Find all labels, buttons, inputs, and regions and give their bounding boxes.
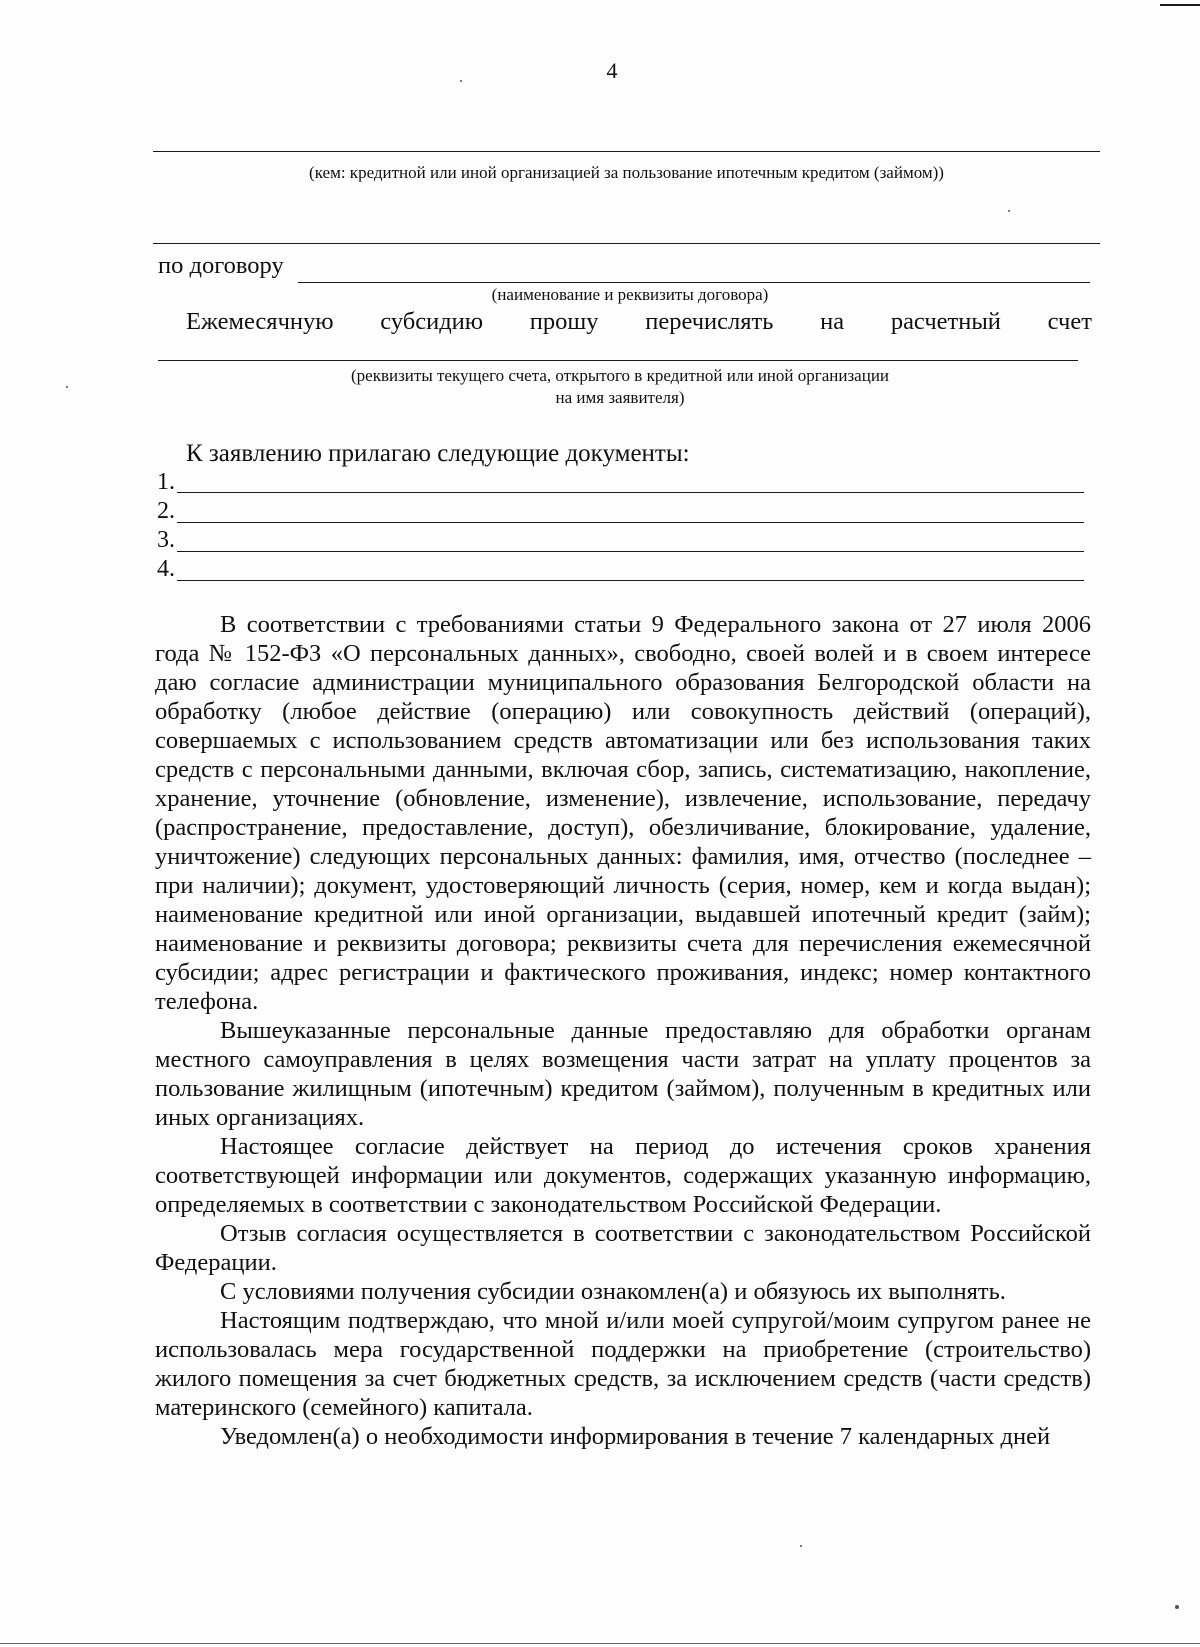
contract-line bbox=[298, 282, 1090, 283]
payment-word: расчетный bbox=[890, 308, 1001, 335]
account-caption-line1: (реквизиты текущего счета, открытого в кредитной или иной организации bbox=[350, 366, 890, 385]
payment-word: прошу bbox=[529, 308, 599, 335]
account-line bbox=[158, 360, 1078, 361]
consent-paragraph: Отзыв согласия осуществляется в соответствии с законодательством Российской Федерации. bbox=[155, 1220, 1091, 1276]
scan-edge-line bbox=[0, 1643, 1200, 1644]
payment-request-line bbox=[186, 308, 1092, 336]
scan-speck bbox=[66, 386, 68, 388]
scan-edge-line bbox=[1160, 4, 1200, 6]
payment-word: перечислять bbox=[645, 308, 774, 335]
consent-paragraph: Вышеуказанные персональные данные предоставляю для обработки органам местного самоуправления в целях возмещения части затрат на уплату процентов за пользование жилищным (ипотечным) кредитом (займом), полученным в кредитных или иных организациях. bbox=[155, 1017, 1091, 1131]
consent-paragraph: С условиями получения субсидии ознакомлен(а) и обязуюсь их выполнять. bbox=[220, 1278, 1006, 1305]
attachment-number: 3. bbox=[157, 527, 175, 553]
scan-speck bbox=[800, 1545, 802, 1547]
blank-line bbox=[153, 243, 1100, 244]
attachment-line bbox=[177, 580, 1084, 581]
contract-caption: (наименование и реквизиты договора) bbox=[491, 285, 769, 304]
page-number: 4 bbox=[606, 58, 618, 83]
payment-word: счет bbox=[1047, 308, 1092, 335]
payment-word: на bbox=[820, 308, 845, 335]
attachment-line bbox=[177, 522, 1084, 523]
consent-paragraph: Настоящее согласие действует на период до истечения сроков хранения соответствующей информации или документов, содержащих указанную информацию, определяемых в соответствии с законодательством Российской Федерации. bbox=[155, 1133, 1091, 1218]
issued-by-line bbox=[153, 151, 1100, 152]
payment-word: субсидию bbox=[380, 308, 484, 335]
payment-word: Ежемесячную bbox=[186, 308, 334, 335]
consent-paragraph: Настоящим подтверждаю, что мной и/или моей супругой/моим супругом ранее не использовалась мера государственной поддержки на приобретение (строительство) жилого помещения за счет бюджетных средств, за исключением средств (части средств) материнского (семейного) капитала. bbox=[155, 1307, 1091, 1421]
contract-label: по договору bbox=[158, 252, 284, 279]
account-caption-line2: на имя заявителя) bbox=[555, 388, 685, 407]
attachment-number: 2. bbox=[157, 498, 175, 524]
scan-speck bbox=[460, 80, 462, 82]
attachment-number: 4. bbox=[157, 556, 175, 582]
scan-speck bbox=[1008, 210, 1010, 212]
attachments-heading: К заявлению прилагаю следующие документы: bbox=[186, 440, 690, 467]
consent-text bbox=[155, 610, 1091, 1451]
attachment-line bbox=[177, 492, 1084, 493]
issued-by-caption: (кем: кредитной или иной организацией за пользование ипотечным кредитом (займом)) bbox=[309, 163, 944, 182]
consent-paragraph: В соответствии с требованиями статьи 9 Федерального закона от 27 июля 2006 года № 152-ФЗ «О персональных данных», свободно, своей волей и в своем интересе даю согласие администрации муниципального образования Белгородской области на обработку (любое действие (операцию) или совокупность действий (операций), совершаемых с использованием средств автоматизации или без использования таких средств с персональными данными, включая сбор, запись, систематизацию, накопление, хранение, уточнение (обновление, изменение), извлечение, использование, передачу (распространение, предоставление, доступ), обезличивание, блокирование, удаление, уничтожение) следующих персональных данных: фамилия, имя, отчество (последнее – при наличии); документ, удостоверяющий личность (серия, номер, кем и когда выдан); наименование кредитной или иной организации, выдавшей ипотечный кредит (займ); наименование и реквизиты договора; реквизиты счета для перечисления ежемесячной субсидии; адрес регистрации и фактического проживания, индекс; номер контактного телефона. bbox=[155, 611, 1091, 1015]
scan-speck bbox=[1175, 1605, 1179, 1609]
attachment-line bbox=[177, 551, 1084, 552]
attachment-number: 1. bbox=[157, 469, 175, 495]
consent-paragraph: Уведомлен(а) о необходимости информирования в течение 7 календарных дней bbox=[220, 1423, 1051, 1450]
